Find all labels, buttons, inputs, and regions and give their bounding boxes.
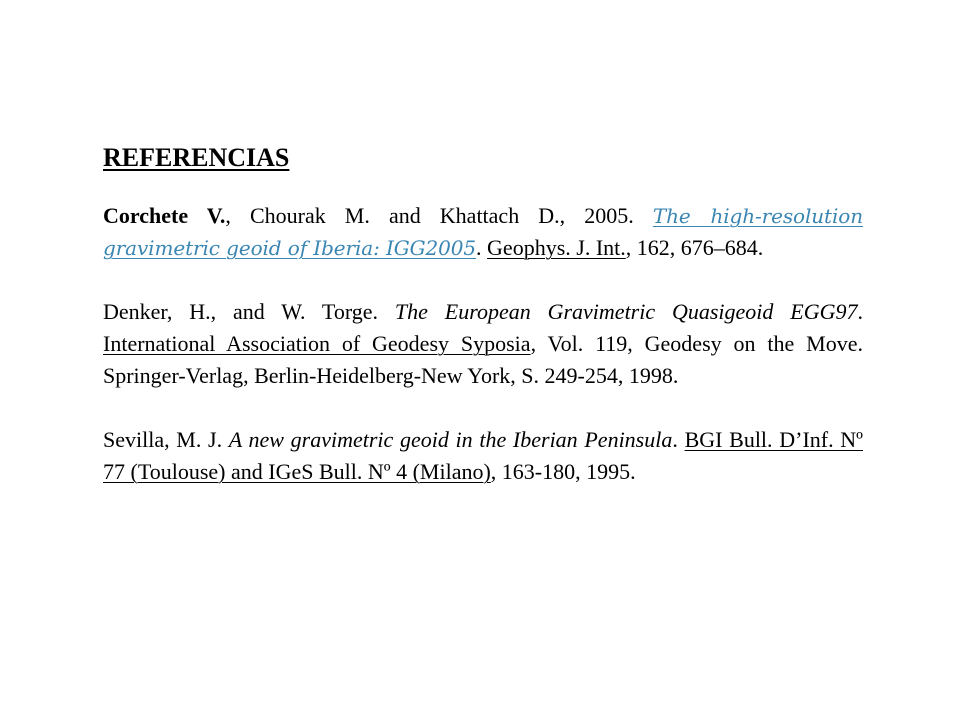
reference-authors: Sevilla, M. J. [103,427,229,452]
reference-title: The European Gravimetric Quasigeoid EGG97 [394,299,858,324]
reference-item-sevilla [103,424,863,488]
reference-journal: Geophys. J. Int. [487,235,626,260]
reference-title: A new gravimetric geoid in the Iberian Peninsula [228,427,673,452]
reference-title-link[interactable]: The high-resolution gravimetric geoid of Iberia: IGG2005 [103,204,863,260]
reference-item-corchete [103,200,863,264]
section-heading: REFERENCIAS [103,143,290,172]
reference-authors: , Chourak M. and Khattach D., 2005. [225,203,653,228]
reference-authors: Denker, H., and W. Torge. [103,299,395,324]
reference-punctuation: . [672,427,685,452]
reference-venue: International Association of Geodesy Syposia [103,331,531,356]
reference-venue: BGI Bull. D’Inf. Nº 77 (Toulouse) and IGeS Bull. Nº 4 (Milano) [103,427,863,484]
reference-details: , 162, 676–684. [625,235,764,260]
reference-list [103,200,863,520]
reference-details: , 163-180, 1995. [490,459,636,484]
reference-details: , Vol. 119, Geodesy on the Move. Springer-Verlag, Berlin-Heidelberg-New York, S. 249-254, 1998. [103,331,863,388]
reference-punctuation: . [476,235,488,260]
reference-lead-author: Corchete V. [103,203,226,228]
reference-item-denker [103,296,863,392]
reference-punctuation: . [857,299,864,324]
